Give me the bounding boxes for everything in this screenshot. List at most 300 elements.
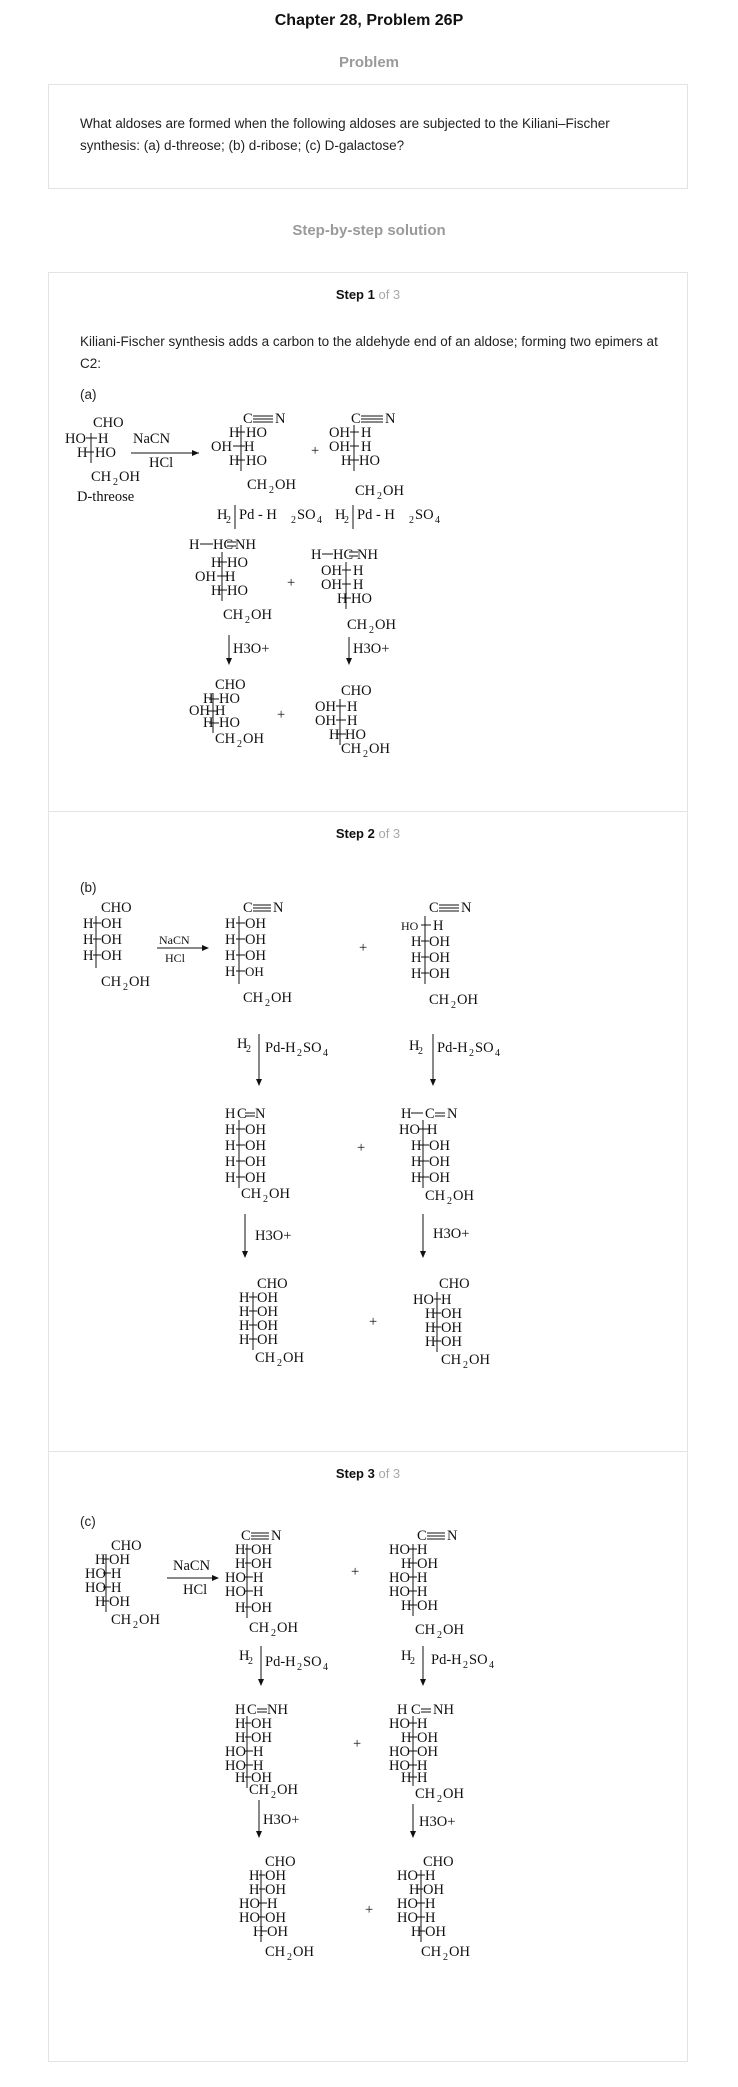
svg-text:2: 2 <box>469 1048 474 1059</box>
svg-text:HO: HO <box>225 1758 246 1774</box>
svg-text:OH: OH <box>443 1786 464 1802</box>
svg-text:CH: CH <box>243 990 264 1006</box>
svg-text:+: + <box>277 707 286 723</box>
part-label-c: (c) <box>80 1514 96 1529</box>
svg-text:OH: OH <box>245 932 266 948</box>
svg-text:CHO: CHO <box>265 1854 296 1870</box>
d-ribose-structure <box>83 900 150 993</box>
svg-text:OH: OH <box>469 1352 490 1368</box>
svg-text:+: + <box>353 1736 362 1752</box>
svg-text:HO: HO <box>227 555 248 571</box>
svg-text:H: H <box>235 1600 246 1616</box>
svg-text:H: H <box>401 1770 412 1786</box>
svg-text:C: C <box>237 1106 247 1122</box>
svg-text:OH: OH <box>369 741 390 757</box>
svg-text:N: N <box>447 1106 458 1122</box>
svg-text:HO: HO <box>389 1542 410 1558</box>
svg-text:2: 2 <box>133 1620 138 1631</box>
svg-text:CH: CH <box>425 1188 446 1204</box>
svg-text:OH: OH <box>265 1868 286 1884</box>
product-aldose-2 <box>315 683 390 760</box>
svg-text:H: H <box>417 1584 428 1600</box>
svg-text:2: 2 <box>410 1656 415 1667</box>
svg-text:2: 2 <box>123 982 128 993</box>
svg-text:OH: OH <box>443 1622 464 1638</box>
svg-text:H: H <box>225 1170 236 1186</box>
svg-text:+: + <box>369 1314 378 1330</box>
svg-text:H: H <box>267 1896 278 1912</box>
svg-text:H: H <box>111 1580 122 1596</box>
svg-text:C: C <box>417 1528 427 1544</box>
svg-text:4: 4 <box>495 1048 500 1059</box>
svg-text:OH: OH <box>441 1320 462 1336</box>
svg-text:H: H <box>253 1584 264 1600</box>
product-aldose-2 <box>413 1276 490 1371</box>
page-title: Chapter 28, Problem 26P <box>274 12 464 29</box>
svg-text:H: H <box>83 916 94 932</box>
svg-text:H: H <box>235 1770 246 1786</box>
reagent-h2-b: H <box>401 1648 412 1664</box>
svg-text:H: H <box>427 1122 438 1138</box>
svg-text:H: H <box>401 1598 412 1614</box>
svg-text:HO: HO <box>225 1744 246 1760</box>
problem-heading: Problem <box>338 54 399 71</box>
svg-text:C: C <box>247 1702 257 1718</box>
reagent-hcl: HCl <box>149 455 174 471</box>
svg-text:2: 2 <box>443 1952 448 1963</box>
svg-text:H: H <box>225 1154 236 1170</box>
svg-text:OH: OH <box>245 964 264 979</box>
svg-text:H: H <box>211 583 222 599</box>
svg-text:OH: OH <box>251 607 272 623</box>
svg-text:2: 2 <box>291 515 296 526</box>
svg-text:CH: CH <box>111 1612 132 1628</box>
reagent-h3o: H3O+ <box>233 641 270 657</box>
svg-text:H: H <box>353 577 364 593</box>
svg-text:H: H <box>253 1744 264 1760</box>
reagent-hcl: HCl <box>165 951 186 965</box>
svg-text:OH: OH <box>251 1542 272 1558</box>
svg-text:2: 2 <box>113 477 118 488</box>
svg-text:2: 2 <box>237 739 242 750</box>
svg-text:+: + <box>351 1564 360 1580</box>
svg-text:H: H <box>239 1304 250 1320</box>
cyanohydrin-2 <box>329 411 404 502</box>
svg-text:CH: CH <box>101 974 122 990</box>
svg-text:H: H <box>215 703 226 719</box>
svg-text:OH: OH <box>321 563 342 579</box>
svg-text:2: 2 <box>297 1048 302 1059</box>
svg-text:2: 2 <box>226 515 231 526</box>
svg-text:OH: OH <box>189 703 210 719</box>
step-label: Step 2 <box>335 826 375 841</box>
svg-text:H: H <box>225 948 236 964</box>
svg-text:H: H <box>235 1542 246 1558</box>
svg-text:OH: OH <box>245 1170 266 1186</box>
step-of: of 3 <box>378 1466 401 1481</box>
svg-text:2: 2 <box>437 1794 442 1805</box>
svg-text:H: H <box>77 445 88 461</box>
svg-text:H: H <box>111 1566 122 1582</box>
svg-text:CH: CH <box>91 469 112 485</box>
svg-text:H: H <box>425 1306 436 1322</box>
svg-text:C: C <box>241 1528 251 1544</box>
svg-text:2: 2 <box>271 1790 276 1801</box>
svg-text:H: H <box>98 431 109 447</box>
svg-text:H: H <box>235 1730 246 1746</box>
svg-text:H: H <box>225 932 236 948</box>
svg-text:N: N <box>385 411 396 427</box>
svg-text:HO: HO <box>219 715 240 731</box>
svg-text:C: C <box>243 900 253 916</box>
svg-text:H: H <box>329 727 340 743</box>
reagent-pd: Pd - H <box>239 507 277 523</box>
svg-text:HO: HO <box>85 1566 106 1582</box>
svg-text:4: 4 <box>317 515 322 526</box>
svg-text:OH: OH <box>441 1306 462 1322</box>
svg-text:NH: NH <box>433 1702 454 1718</box>
svg-text:H: H <box>411 1138 422 1154</box>
svg-text:+: + <box>357 1140 366 1156</box>
svg-text:HO: HO <box>345 727 366 743</box>
steps-container <box>48 272 688 2062</box>
svg-text:OH: OH <box>417 1744 438 1760</box>
svg-text:+: + <box>287 575 296 591</box>
svg-text:H: H <box>311 547 322 563</box>
step-label: Step 1 <box>335 287 375 302</box>
svg-text:HO: HO <box>85 1580 106 1596</box>
svg-text:OH: OH <box>245 1122 266 1138</box>
svg-text:N: N <box>275 411 286 427</box>
reagent-pd: Pd-H <box>265 1654 296 1670</box>
svg-text:H: H <box>361 439 372 455</box>
svg-text:H: H <box>225 1138 236 1154</box>
svg-text:OH: OH <box>257 1332 278 1348</box>
svg-text:H: H <box>95 1552 106 1568</box>
svg-text:HO: HO <box>413 1292 434 1308</box>
svg-text:H: H <box>411 950 422 966</box>
svg-text:4: 4 <box>323 1048 328 1059</box>
imine-2 <box>311 547 396 636</box>
svg-text:H: H <box>361 425 372 441</box>
svg-text:HO: HO <box>389 1758 410 1774</box>
svg-text:C: C <box>243 411 253 427</box>
svg-text:OH: OH <box>429 966 450 982</box>
reagent-nacn: NaCN <box>159 933 190 947</box>
svg-text:OH: OH <box>101 948 122 964</box>
svg-text:SO: SO <box>415 507 434 523</box>
d-threose-structure <box>65 415 140 505</box>
svg-text:H: H <box>203 715 214 731</box>
svg-text:N: N <box>255 1106 266 1122</box>
svg-text:OH: OH <box>271 990 292 1006</box>
svg-text:CH: CH <box>429 992 450 1008</box>
reagent-h3o: H3O+ <box>255 1228 292 1244</box>
svg-text:OH: OH <box>245 948 266 964</box>
svg-text:OH: OH <box>211 439 232 455</box>
svg-text:H: H <box>249 1868 260 1884</box>
svg-text:OH: OH <box>449 1944 470 1960</box>
svg-text:CH: CH <box>249 1782 270 1798</box>
reagent-nacn: NaCN <box>173 1558 211 1574</box>
svg-text:OH: OH <box>257 1318 278 1334</box>
svg-text:H: H <box>411 1154 422 1170</box>
svg-text:OH: OH <box>109 1552 130 1568</box>
svg-text:OH: OH <box>293 1944 314 1960</box>
svg-text:HO: HO <box>239 1896 260 1912</box>
svg-text:OH: OH <box>329 439 350 455</box>
svg-text:OH: OH <box>329 425 350 441</box>
svg-text:CHO: CHO <box>423 1854 454 1870</box>
svg-text:H: H <box>235 1716 246 1732</box>
svg-text:H: H <box>253 1570 264 1586</box>
svg-text:H: H <box>347 713 358 729</box>
svg-text:OH: OH <box>277 1620 298 1636</box>
svg-text:CH: CH <box>347 617 368 633</box>
svg-text:OH: OH <box>429 1138 450 1154</box>
svg-text:OH: OH <box>129 974 150 990</box>
svg-text:HO: HO <box>389 1570 410 1586</box>
svg-text:CH: CH <box>241 1186 262 1202</box>
step-2 <box>49 811 687 1451</box>
svg-text:H: H <box>401 1730 412 1746</box>
part-label-a: (a) <box>80 387 97 402</box>
plus-sign: + <box>311 443 320 459</box>
svg-text:H: H <box>409 1882 420 1898</box>
svg-text:2: 2 <box>248 1656 253 1667</box>
svg-text:HO: HO <box>401 919 419 933</box>
svg-text:H: H <box>83 948 94 964</box>
svg-text:OH: OH <box>245 916 266 932</box>
step-1 <box>49 273 687 811</box>
svg-text:2: 2 <box>418 1046 423 1057</box>
svg-text:HO: HO <box>219 691 240 707</box>
svg-text:2: 2 <box>265 998 270 1009</box>
svg-text:CHO: CHO <box>215 677 246 693</box>
svg-text:OH: OH <box>101 916 122 932</box>
imine-1 <box>225 1106 290 1205</box>
svg-text:2: 2 <box>245 615 250 626</box>
svg-text:H: H <box>95 1594 106 1610</box>
svg-text:HO: HO <box>397 1896 418 1912</box>
svg-text:H: H <box>225 964 236 980</box>
step-label: Step 3 <box>335 1466 375 1481</box>
svg-text:2: 2 <box>297 1662 302 1673</box>
reaction-scheme-c <box>49 1452 687 2064</box>
svg-text:2: 2 <box>269 485 274 496</box>
svg-text:SO: SO <box>303 1654 322 1670</box>
product-aldose-1 <box>239 1276 304 1369</box>
svg-text:2: 2 <box>271 1628 276 1639</box>
svg-text:HO: HO <box>246 453 267 469</box>
svg-text:CHO: CHO <box>93 415 124 431</box>
reagent-h2: H <box>237 1036 248 1052</box>
svg-text:C: C <box>425 1106 435 1122</box>
svg-text:HO: HO <box>359 453 380 469</box>
svg-text:OH: OH <box>383 483 404 499</box>
svg-text:CH: CH <box>441 1352 462 1368</box>
svg-text:CH: CH <box>341 741 362 757</box>
product-aldose-1 <box>239 1854 314 1963</box>
svg-text:H: H <box>411 934 422 950</box>
svg-text:H: H <box>417 1570 428 1586</box>
svg-text:HO: HO <box>397 1910 418 1926</box>
svg-text:H: H <box>441 1292 452 1308</box>
svg-text:OH: OH <box>251 1716 272 1732</box>
svg-text:2: 2 <box>277 1358 282 1369</box>
svg-text:H: H <box>417 1770 428 1786</box>
svg-text:HC: HC <box>333 547 354 563</box>
svg-text:CH: CH <box>249 1620 270 1636</box>
svg-text:2: 2 <box>344 515 349 526</box>
svg-text:OH: OH <box>417 1730 438 1746</box>
svg-text:CHO: CHO <box>257 1276 288 1292</box>
problem-box <box>48 84 688 189</box>
svg-text:4: 4 <box>489 1660 494 1671</box>
svg-text:2: 2 <box>263 1194 268 1205</box>
svg-text:H: H <box>253 1758 264 1774</box>
svg-text:OH: OH <box>101 932 122 948</box>
reagent-h3o: H3O+ <box>263 1812 300 1828</box>
svg-text:H: H <box>425 1334 436 1350</box>
svg-text:C: C <box>351 411 361 427</box>
svg-text:H: H <box>411 1924 422 1940</box>
svg-text:H: H <box>235 1556 246 1572</box>
reagent-h3o-b: H3O+ <box>419 1814 456 1830</box>
svg-text:H: H <box>397 1702 408 1718</box>
svg-text:H: H <box>203 691 214 707</box>
svg-text:HO: HO <box>399 1122 420 1138</box>
svg-text:H: H <box>83 932 94 948</box>
svg-text:2: 2 <box>437 1630 442 1641</box>
svg-text:OH: OH <box>257 1290 278 1306</box>
svg-text:CH: CH <box>223 607 244 623</box>
svg-text:CH: CH <box>247 477 268 493</box>
svg-text:N: N <box>273 900 284 916</box>
svg-text:OH: OH <box>245 1154 266 1170</box>
svg-text:H: H <box>235 1702 246 1718</box>
step-3 <box>49 1451 687 2063</box>
svg-text:H: H <box>425 1896 436 1912</box>
svg-text:OH: OH <box>429 1154 450 1170</box>
reagent-h3o-b: H3O+ <box>353 641 390 657</box>
svg-text:OH: OH <box>265 1910 286 1926</box>
svg-text:OH: OH <box>429 1170 450 1186</box>
svg-text:OH: OH <box>425 1924 446 1940</box>
svg-text:CH: CH <box>265 1944 286 1960</box>
reagent-pd-b: Pd - H <box>357 507 395 523</box>
svg-text:OH: OH <box>119 469 140 485</box>
svg-text:HO: HO <box>389 1716 410 1732</box>
svg-text:H: H <box>225 569 236 585</box>
svg-text:4: 4 <box>435 515 440 526</box>
step-of: of 3 <box>378 287 401 302</box>
d-galactose-structure <box>85 1538 160 1631</box>
svg-text:2: 2 <box>369 625 374 636</box>
svg-text:+: + <box>365 1902 374 1918</box>
imine-2 <box>389 1702 464 1805</box>
reagent-pd: Pd-H <box>265 1040 296 1056</box>
svg-text:2: 2 <box>451 1000 456 1011</box>
svg-text:CH: CH <box>421 1944 442 1960</box>
svg-text:HO: HO <box>225 1584 246 1600</box>
reaction-scheme-b <box>49 812 687 1452</box>
svg-text:SO: SO <box>297 507 316 523</box>
svg-text:OH: OH <box>267 1924 288 1940</box>
svg-text:H: H <box>229 453 240 469</box>
svg-text:H: H <box>353 563 364 579</box>
problem-text: What aldoses are formed when the following aldoses are subjected to the Kiliani–Fischer synthesis: (a) d-threose; (b) d-ribose; (c) D-galactose? <box>80 116 610 153</box>
svg-text:2: 2 <box>447 1196 452 1207</box>
svg-text:CH: CH <box>415 1786 436 1802</box>
svg-text:OH: OH <box>417 1598 438 1614</box>
svg-text:H: H <box>211 555 222 571</box>
svg-text:SO: SO <box>303 1040 322 1056</box>
svg-text:OH: OH <box>315 713 336 729</box>
svg-text:OH: OH <box>243 731 264 747</box>
svg-text:H: H <box>239 1332 250 1348</box>
svg-text:HO: HO <box>225 1570 246 1586</box>
cyanohydrin-2 <box>401 900 478 1011</box>
svg-text:H: H <box>401 1106 412 1122</box>
svg-text:OH: OH <box>321 577 342 593</box>
svg-text:OH: OH <box>429 950 450 966</box>
svg-text:2: 2 <box>463 1660 468 1671</box>
svg-text:OH: OH <box>417 1556 438 1572</box>
svg-text:OH: OH <box>245 1138 266 1154</box>
svg-text:OH: OH <box>457 992 478 1008</box>
svg-text:OH: OH <box>251 1600 272 1616</box>
svg-text:HO: HO <box>65 431 86 447</box>
svg-text:OH: OH <box>429 934 450 950</box>
svg-text:2: 2 <box>363 749 368 760</box>
svg-text:H: H <box>433 918 444 934</box>
reagent-hcl: HCl <box>183 1582 208 1598</box>
svg-text:H: H <box>229 425 240 441</box>
svg-text:CHO: CHO <box>341 683 372 699</box>
svg-text:CHO: CHO <box>111 1538 142 1554</box>
svg-text:NH: NH <box>267 1702 288 1718</box>
cyanohydrin-1 <box>225 900 292 1009</box>
svg-text:H: H <box>425 1910 436 1926</box>
svg-text:OH: OH <box>195 569 216 585</box>
svg-text:OH: OH <box>423 1882 444 1898</box>
svg-text:HO: HO <box>246 425 267 441</box>
reagent-h2: H <box>239 1648 250 1664</box>
svg-text:CHO: CHO <box>439 1276 470 1292</box>
svg-text:H: H <box>417 1542 428 1558</box>
reaction-scheme-a <box>49 273 687 811</box>
imine-1 <box>225 1702 298 1801</box>
svg-text:OH: OH <box>251 1770 272 1786</box>
reagent-h2: H <box>217 507 228 523</box>
svg-text:H: H <box>425 1320 436 1336</box>
svg-text:H: H <box>401 1556 412 1572</box>
svg-text:2: 2 <box>463 1360 468 1371</box>
svg-text:2: 2 <box>409 515 414 526</box>
product-aldose-2 <box>397 1854 470 1963</box>
svg-text:4: 4 <box>323 1662 328 1673</box>
svg-text:OH: OH <box>283 1350 304 1366</box>
svg-text:HO: HO <box>227 583 248 599</box>
svg-text:H: H <box>347 699 358 715</box>
svg-text:H: H <box>239 1318 250 1334</box>
svg-text:H: H <box>411 966 422 982</box>
cyanohydrin-1 <box>211 411 296 496</box>
reagent-pd-b: Pd-H <box>437 1040 468 1056</box>
svg-text:OH: OH <box>269 1186 290 1202</box>
svg-text:HO: HO <box>95 445 116 461</box>
